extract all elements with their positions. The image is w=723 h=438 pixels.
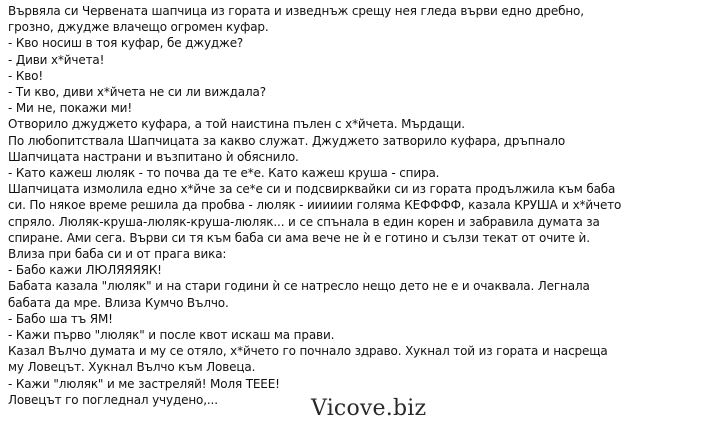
story-line: спряло. Люляк-круша-люляк-круша-люляк... и се спънала в един корен и забравила думата за xyxy=(8,214,600,229)
story-line: бабата да мре. Влиза Кумчо Вълчо. xyxy=(8,295,229,310)
story-line: По любопитствала Шапчицата за какво служат. Джуджето затворило куфара, дръпнало xyxy=(8,133,566,148)
story-line: - Кво носиш в тоя куфар, бе джудже? xyxy=(8,36,244,51)
story-line: Бабата казала "люляк" и на стари години ѝ се натресло нещо дето не е и очаквала. Легнала xyxy=(8,279,590,294)
site-watermark: Vicove.biz xyxy=(311,396,427,421)
story-line: Шапчицата измолила едно х*йче за се*е си и подсвирквайки си из гората продължила към баба xyxy=(8,182,616,197)
story-line: - Кво! xyxy=(8,68,43,83)
story-line: Отворило джуджето куфара, а той наистина пълен с х*йчета. Мърдащи. xyxy=(8,117,465,132)
story-line: - Кажи "люляк" и ме застреляй! Моля ТЕЕЕ! xyxy=(8,376,280,391)
story-line: спиране. Ами сега. Върви си тя към баба си ама вече не ѝ е готино и сълзи текат от очите ѝ. xyxy=(8,230,590,245)
story-line: Казал Вълчо думата и му се отяло, х*йчето го почнало здраво. Хукнал той из гората и насреща xyxy=(8,344,608,359)
story-line: Ловецът го погледнал учудено,... xyxy=(8,392,218,407)
story-line: - Бабо кажи ЛЮЛЯЯЯЯК! xyxy=(8,263,162,278)
story-line: Влиза при баба си и от прага вика: xyxy=(8,247,227,262)
story-line: си. По някое време решила да пробва - люляк - ииииии голяма КЕФФФФ, казала КРУША и х*йчето xyxy=(8,198,622,213)
story-line: - Бабо ша тъ ЯМ! xyxy=(8,311,113,326)
story-line: - Като кажеш люляк - то почва да те е*е. Като кажеш круша - спира. xyxy=(8,166,440,181)
story-line: Вървяла си Червената шапчица из гората и изведнъж срещу нея гледа върви едно дребно, xyxy=(8,4,584,18)
story-line: - Диви х*йчета! xyxy=(8,52,105,67)
story-line: - Ти кво, диви х*йчета не си ли виждала? xyxy=(8,85,266,100)
story-line: грозно, джудже влачещо огромен куфар. xyxy=(8,20,269,35)
story-text xyxy=(8,3,714,408)
story-line: - Кажи първо "люляк" и после квот искаш ма прави. xyxy=(8,328,335,343)
story-line: му Ловецът. Хукнал Вълчо към Ловеца. xyxy=(8,360,256,375)
story-line: - Ми не, покажи ми! xyxy=(8,101,132,116)
story-line: Шапчицата настрани и възпитано ѝ обяснило. xyxy=(8,149,299,164)
